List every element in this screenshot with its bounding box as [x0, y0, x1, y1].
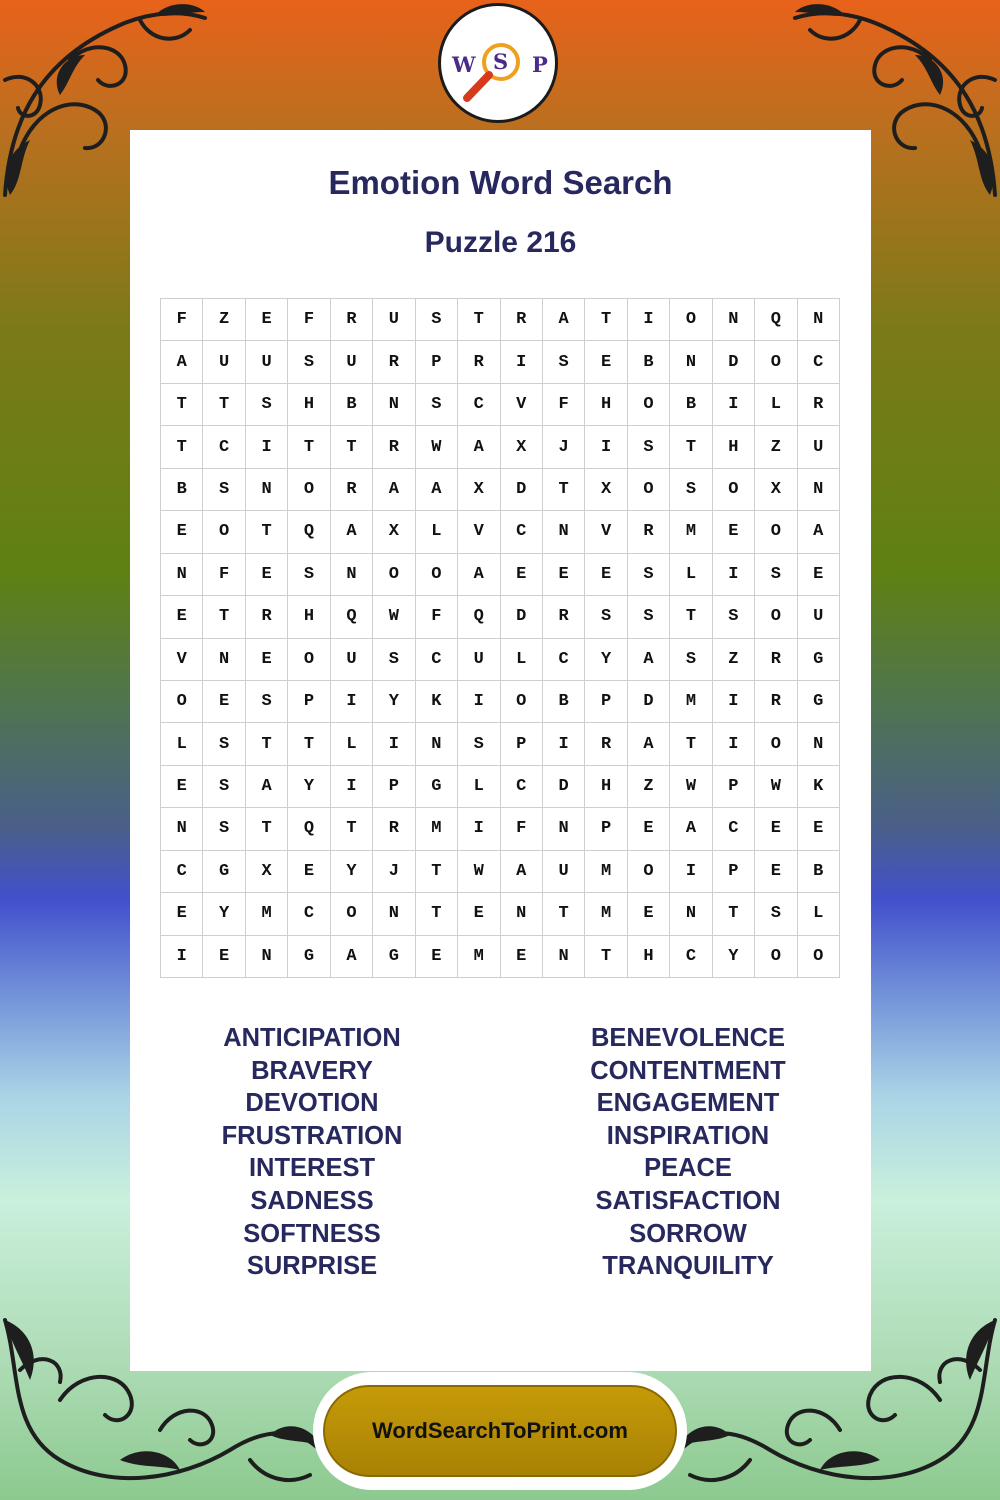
grid-cell[interactable]: I: [373, 723, 415, 765]
word-list-item: PEACE: [644, 1154, 732, 1183]
grid-cell[interactable]: I: [331, 681, 373, 723]
grid-cell[interactable]: H: [713, 426, 755, 468]
grid-cell[interactable]: W: [458, 851, 500, 893]
puzzle-card: [130, 130, 871, 1371]
grid-cell[interactable]: S: [585, 596, 627, 638]
grid-cell[interactable]: R: [458, 341, 500, 383]
grid-cell[interactable]: W: [416, 426, 458, 468]
grid-cell[interactable]: H: [288, 384, 330, 426]
grid-cell[interactable]: I: [501, 341, 543, 383]
grid-cell[interactable]: I: [713, 723, 755, 765]
grid-cell[interactable]: S: [458, 723, 500, 765]
word-list-item: SATISFACTION: [595, 1186, 781, 1215]
grid-cell[interactable]: T: [331, 426, 373, 468]
grid-cell[interactable]: N: [670, 893, 712, 935]
grid-cell[interactable]: N: [501, 893, 543, 935]
grid-cell[interactable]: T: [543, 469, 585, 511]
grid-cell[interactable]: M: [670, 511, 712, 553]
logo-letter-s: S: [493, 49, 509, 74]
grid-cell[interactable]: E: [203, 936, 245, 978]
grid-cell[interactable]: S: [628, 554, 670, 596]
grid-cell[interactable]: A: [628, 723, 670, 765]
grid-cell[interactable]: U: [458, 639, 500, 681]
grid-cell[interactable]: C: [203, 426, 245, 468]
grid-cell[interactable]: C: [543, 639, 585, 681]
grid-cell[interactable]: B: [670, 384, 712, 426]
grid-cell[interactable]: T: [246, 511, 288, 553]
word-list-item: SURPRISE: [246, 1252, 378, 1281]
grid-cell[interactable]: G: [373, 936, 415, 978]
grid-cell[interactable]: B: [543, 681, 585, 723]
grid-cell[interactable]: R: [755, 681, 797, 723]
grid-cell[interactable]: S: [416, 299, 458, 341]
word-list-item: BRAVERY: [251, 1056, 373, 1085]
grid-cell[interactable]: T: [416, 893, 458, 935]
grid-cell[interactable]: E: [161, 596, 203, 638]
grid-cell[interactable]: T: [585, 299, 627, 341]
grid-cell[interactable]: E: [798, 554, 840, 596]
grid-cell[interactable]: G: [416, 766, 458, 808]
grid-cell[interactable]: E: [713, 511, 755, 553]
grid-cell[interactable]: C: [501, 511, 543, 553]
grid-cell[interactable]: R: [628, 511, 670, 553]
grid-cell[interactable]: S: [670, 469, 712, 511]
grid-cell[interactable]: E: [543, 554, 585, 596]
grid-cell[interactable]: L: [331, 723, 373, 765]
grid-cell[interactable]: T: [161, 384, 203, 426]
grid-cell[interactable]: P: [373, 766, 415, 808]
grid-cell[interactable]: X: [373, 511, 415, 553]
grid-cell[interactable]: Z: [755, 426, 797, 468]
grid-cell[interactable]: A: [458, 554, 500, 596]
grid-cell[interactable]: T: [246, 723, 288, 765]
grid-cell[interactable]: A: [628, 639, 670, 681]
grid-cell[interactable]: U: [798, 426, 840, 468]
grid-cell[interactable]: O: [755, 511, 797, 553]
grid-cell[interactable]: H: [585, 384, 627, 426]
grid-cell[interactable]: E: [246, 639, 288, 681]
grid-cell[interactable]: I: [458, 808, 500, 850]
grid-cell[interactable]: G: [288, 936, 330, 978]
grid-cell[interactable]: P: [713, 766, 755, 808]
grid-cell[interactable]: S: [203, 766, 245, 808]
grid-cell[interactable]: X: [755, 469, 797, 511]
grid-cell[interactable]: G: [798, 681, 840, 723]
word-list-left: [162, 1022, 462, 1283]
puzzle-number: Puzzle 216: [424, 226, 577, 259]
grid-cell[interactable]: E: [585, 341, 627, 383]
grid-cell[interactable]: L: [458, 766, 500, 808]
word-list-item: SORROW: [629, 1219, 747, 1248]
grid-cell[interactable]: U: [331, 341, 373, 383]
grid-cell[interactable]: S: [416, 384, 458, 426]
grid-cell[interactable]: W: [373, 596, 415, 638]
grid-cell[interactable]: T: [246, 808, 288, 850]
logo-letter-w: W: [452, 52, 476, 77]
grid-cell[interactable]: B: [331, 384, 373, 426]
grid-cell[interactable]: I: [331, 766, 373, 808]
grid-cell[interactable]: A: [458, 426, 500, 468]
grid-cell[interactable]: O: [755, 936, 797, 978]
grid-cell[interactable]: W: [670, 766, 712, 808]
grid-cell[interactable]: P: [416, 341, 458, 383]
grid-cell[interactable]: C: [798, 341, 840, 383]
grid-cell[interactable]: X: [501, 426, 543, 468]
word-list-item: CONTENTMENT: [590, 1056, 786, 1085]
grid-cell[interactable]: I: [458, 681, 500, 723]
grid-cell[interactable]: N: [798, 299, 840, 341]
grid-cell[interactable]: E: [628, 893, 670, 935]
grid-cell[interactable]: I: [246, 426, 288, 468]
grid-cell[interactable]: V: [585, 511, 627, 553]
grid-cell[interactable]: F: [161, 299, 203, 341]
grid-cell[interactable]: N: [670, 341, 712, 383]
grid-cell[interactable]: R: [331, 299, 373, 341]
grid-cell[interactable]: F: [543, 384, 585, 426]
grid-cell[interactable]: O: [288, 639, 330, 681]
grid-cell[interactable]: A: [543, 299, 585, 341]
grid-cell[interactable]: E: [416, 936, 458, 978]
grid-cell[interactable]: C: [501, 766, 543, 808]
grid-cell[interactable]: E: [501, 936, 543, 978]
grid-cell[interactable]: T: [161, 426, 203, 468]
grid-cell[interactable]: O: [331, 893, 373, 935]
site-link[interactable]: WordSearchToPrint.com: [323, 1385, 677, 1477]
grid-cell[interactable]: V: [458, 511, 500, 553]
grid-cell[interactable]: D: [501, 596, 543, 638]
word-list-item: INTEREST: [248, 1154, 376, 1183]
grid-cell[interactable]: O: [373, 554, 415, 596]
grid-cell[interactable]: Q: [288, 808, 330, 850]
grid-cell[interactable]: T: [670, 426, 712, 468]
grid-cell[interactable]: S: [755, 893, 797, 935]
grid-cell[interactable]: O: [713, 469, 755, 511]
grid-cell[interactable]: A: [373, 469, 415, 511]
word-list-item: FRUSTRATION: [221, 1121, 403, 1150]
grid-cell[interactable]: M: [458, 936, 500, 978]
grid-cell[interactable]: F: [501, 808, 543, 850]
grid-cell[interactable]: T: [670, 723, 712, 765]
word-list-item: ANTICIPATION: [223, 1024, 401, 1052]
logo-letter-p: P: [532, 52, 548, 77]
grid-cell[interactable]: X: [585, 469, 627, 511]
grid-cell[interactable]: O: [798, 936, 840, 978]
grid-cell[interactable]: L: [501, 639, 543, 681]
grid-cell[interactable]: F: [416, 596, 458, 638]
grid-cell[interactable]: Z: [713, 639, 755, 681]
grid-cell[interactable]: T: [458, 299, 500, 341]
grid-cell[interactable]: E: [161, 893, 203, 935]
grid-cell[interactable]: N: [798, 469, 840, 511]
grid-cell[interactable]: R: [543, 596, 585, 638]
grid-cell[interactable]: L: [670, 554, 712, 596]
grid-cell[interactable]: U: [246, 341, 288, 383]
grid-cell[interactable]: O: [628, 469, 670, 511]
grid-cell[interactable]: N: [161, 554, 203, 596]
grid-cell[interactable]: M: [246, 893, 288, 935]
grid-cell[interactable]: O: [501, 681, 543, 723]
grid-cell[interactable]: M: [416, 808, 458, 850]
grid-cell[interactable]: X: [246, 851, 288, 893]
grid-cell[interactable]: T: [670, 596, 712, 638]
grid-cell[interactable]: D: [628, 681, 670, 723]
grid-cell[interactable]: E: [501, 554, 543, 596]
grid-cell[interactable]: T: [585, 936, 627, 978]
grid-cell[interactable]: Q: [288, 511, 330, 553]
grid-cell[interactable]: E: [628, 808, 670, 850]
grid-cell[interactable]: I: [670, 851, 712, 893]
grid-cell[interactable]: N: [246, 936, 288, 978]
grid-cell[interactable]: L: [161, 723, 203, 765]
grid-cell[interactable]: E: [203, 681, 245, 723]
grid-cell[interactable]: U: [331, 639, 373, 681]
grid-cell[interactable]: E: [798, 808, 840, 850]
grid-cell[interactable]: N: [373, 893, 415, 935]
grid-cell[interactable]: M: [670, 681, 712, 723]
grid-cell[interactable]: P: [585, 808, 627, 850]
grid-cell[interactable]: T: [331, 808, 373, 850]
grid-cell[interactable]: U: [373, 299, 415, 341]
grid-cell[interactable]: P: [585, 681, 627, 723]
grid-cell[interactable]: S: [543, 341, 585, 383]
grid-cell[interactable]: P: [288, 681, 330, 723]
grid-cell[interactable]: I: [628, 299, 670, 341]
grid-cell[interactable]: I: [713, 554, 755, 596]
grid-cell[interactable]: B: [628, 341, 670, 383]
grid-cell[interactable]: S: [628, 596, 670, 638]
grid-cell[interactable]: P: [501, 723, 543, 765]
grid-cell[interactable]: R: [798, 384, 840, 426]
grid-cell[interactable]: B: [161, 469, 203, 511]
grid-cell[interactable]: V: [161, 639, 203, 681]
grid-cell[interactable]: Y: [713, 936, 755, 978]
grid-cell[interactable]: U: [543, 851, 585, 893]
grid-cell[interactable]: T: [203, 596, 245, 638]
grid-cell[interactable]: K: [798, 766, 840, 808]
grid-cell[interactable]: C: [670, 936, 712, 978]
grid-cell[interactable]: A: [798, 511, 840, 553]
grid-cell[interactable]: G: [203, 851, 245, 893]
grid-cell[interactable]: T: [203, 384, 245, 426]
grid-cell[interactable]: N: [543, 511, 585, 553]
grid-cell[interactable]: K: [416, 681, 458, 723]
grid-cell[interactable]: I: [713, 681, 755, 723]
grid-cell[interactable]: I: [161, 936, 203, 978]
grid-cell[interactable]: E: [755, 808, 797, 850]
grid-cell[interactable]: Q: [755, 299, 797, 341]
grid-cell[interactable]: X: [458, 469, 500, 511]
grid-cell[interactable]: O: [161, 681, 203, 723]
grid-cell[interactable]: F: [203, 554, 245, 596]
grid-cell[interactable]: C: [161, 851, 203, 893]
grid-cell[interactable]: E: [246, 554, 288, 596]
grid-cell[interactable]: H: [628, 936, 670, 978]
grid-cell[interactable]: Q: [458, 596, 500, 638]
grid-cell[interactable]: A: [246, 766, 288, 808]
grid-cell[interactable]: O: [755, 723, 797, 765]
grid-cell[interactable]: E: [161, 511, 203, 553]
grid-cell[interactable]: R: [373, 341, 415, 383]
grid-cell[interactable]: N: [713, 299, 755, 341]
grid-cell[interactable]: J: [373, 851, 415, 893]
grid-cell[interactable]: N: [246, 469, 288, 511]
grid-cell[interactable]: N: [798, 723, 840, 765]
grid-cell[interactable]: C: [458, 384, 500, 426]
grid-cell[interactable]: E: [755, 851, 797, 893]
grid-cell[interactable]: O: [288, 469, 330, 511]
grid-cell[interactable]: D: [713, 341, 755, 383]
grid-cell[interactable]: R: [373, 808, 415, 850]
grid-cell[interactable]: S: [203, 723, 245, 765]
grid-cell[interactable]: I: [543, 723, 585, 765]
grid-cell[interactable]: H: [288, 596, 330, 638]
grid-cell[interactable]: U: [798, 596, 840, 638]
grid-cell[interactable]: O: [628, 384, 670, 426]
word-list-item: INSPIRATION: [606, 1121, 770, 1150]
grid-cell[interactable]: L: [755, 384, 797, 426]
grid-cell[interactable]: O: [203, 511, 245, 553]
grid-cell[interactable]: E: [288, 851, 330, 893]
grid-cell[interactable]: Q: [331, 596, 373, 638]
grid-cell[interactable]: T: [543, 893, 585, 935]
grid-cell[interactable]: C: [288, 893, 330, 935]
grid-cell[interactable]: W: [755, 766, 797, 808]
grid-cell[interactable]: S: [755, 554, 797, 596]
grid-cell[interactable]: R: [373, 426, 415, 468]
grid-cell[interactable]: G: [798, 639, 840, 681]
grid-cell[interactable]: O: [416, 554, 458, 596]
word-list-item: SOFTNESS: [243, 1219, 381, 1248]
grid-cell[interactable]: D: [543, 766, 585, 808]
grid-cell[interactable]: A: [416, 469, 458, 511]
grid-cell[interactable]: S: [246, 384, 288, 426]
grid-cell[interactable]: S: [288, 554, 330, 596]
grid-cell[interactable]: V: [501, 384, 543, 426]
grid-cell[interactable]: R: [755, 639, 797, 681]
word-list-item: TRANQUILITY: [602, 1252, 774, 1281]
grid-cell[interactable]: A: [161, 341, 203, 383]
grid-cell[interactable]: O: [755, 341, 797, 383]
grid-cell[interactable]: L: [416, 511, 458, 553]
grid-cell[interactable]: D: [501, 469, 543, 511]
grid-cell[interactable]: S: [373, 639, 415, 681]
grid-cell[interactable]: F: [288, 299, 330, 341]
grid-cell[interactable]: R: [246, 596, 288, 638]
grid-cell[interactable]: O: [670, 299, 712, 341]
grid-cell[interactable]: M: [585, 893, 627, 935]
grid-cell[interactable]: S: [203, 469, 245, 511]
letter-grid: [160, 298, 840, 978]
grid-cell[interactable]: U: [203, 341, 245, 383]
grid-cell[interactable]: R: [585, 723, 627, 765]
grid-cell[interactable]: L: [798, 893, 840, 935]
word-list-item: BENEVOLENCE: [590, 1024, 786, 1052]
grid-cell[interactable]: P: [713, 851, 755, 893]
grid-cell[interactable]: E: [161, 766, 203, 808]
grid-cell[interactable]: T: [416, 851, 458, 893]
word-list-item: SADNESS: [250, 1186, 374, 1215]
grid-cell[interactable]: O: [628, 851, 670, 893]
grid-cell[interactable]: Y: [288, 766, 330, 808]
grid-cell[interactable]: E: [585, 554, 627, 596]
grid-cell[interactable]: E: [246, 299, 288, 341]
grid-cell[interactable]: R: [501, 299, 543, 341]
grid-cell[interactable]: J: [543, 426, 585, 468]
grid-cell[interactable]: N: [416, 723, 458, 765]
wsp-logo: [438, 3, 558, 123]
grid-cell[interactable]: H: [585, 766, 627, 808]
grid-cell[interactable]: N: [543, 808, 585, 850]
page-title: Emotion Word Search: [328, 164, 673, 201]
word-list-item: ENGAGEMENT: [596, 1089, 780, 1118]
grid-cell[interactable]: Z: [628, 766, 670, 808]
grid-cell[interactable]: A: [670, 808, 712, 850]
word-list-item: DEVOTION: [245, 1089, 379, 1118]
grid-cell[interactable]: N: [543, 936, 585, 978]
grid-cell[interactable]: S: [203, 808, 245, 850]
grid-cell[interactable]: Y: [203, 893, 245, 935]
grid-cell[interactable]: T: [288, 723, 330, 765]
word-list-right: [538, 1022, 838, 1283]
grid-cell[interactable]: Y: [585, 639, 627, 681]
grid-cell[interactable]: S: [628, 426, 670, 468]
grid-cell[interactable]: R: [331, 469, 373, 511]
grid-cell[interactable]: Z: [203, 299, 245, 341]
grid-cell[interactable]: I: [713, 384, 755, 426]
grid-cell[interactable]: S: [288, 341, 330, 383]
grid-cell[interactable]: Y: [373, 681, 415, 723]
grid-cell[interactable]: T: [288, 426, 330, 468]
grid-cell[interactable]: S: [670, 639, 712, 681]
grid-cell[interactable]: E: [458, 893, 500, 935]
grid-cell[interactable]: C: [416, 639, 458, 681]
grid-cell[interactable]: O: [755, 596, 797, 638]
grid-cell[interactable]: N: [203, 639, 245, 681]
grid-cell[interactable]: A: [331, 936, 373, 978]
grid-cell[interactable]: I: [585, 426, 627, 468]
grid-cell[interactable]: Y: [331, 851, 373, 893]
grid-cell[interactable]: M: [585, 851, 627, 893]
grid-cell[interactable]: N: [161, 808, 203, 850]
grid-cell[interactable]: N: [331, 554, 373, 596]
grid-cell[interactable]: T: [713, 893, 755, 935]
grid-cell[interactable]: A: [501, 851, 543, 893]
grid-cell[interactable]: A: [331, 511, 373, 553]
grid-cell[interactable]: N: [373, 384, 415, 426]
grid-cell[interactable]: C: [713, 808, 755, 850]
grid-cell[interactable]: S: [246, 681, 288, 723]
grid-cell[interactable]: S: [713, 596, 755, 638]
grid-cell[interactable]: B: [798, 851, 840, 893]
